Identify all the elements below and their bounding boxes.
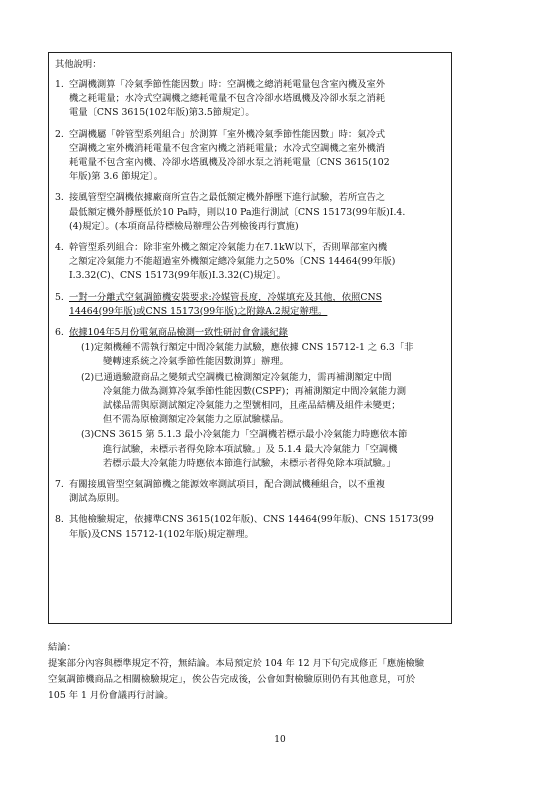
notes-box — [48, 52, 452, 624]
note-item-1: 1. 空調機測算「冷氣季節性能因數」時：空調機之總消耗電量包含室內機及室外 機之耗電量；水冷式空調機之總耗電量不包含冷卻水塔風機及冷卻水泵之消耗 電量〔CNS 3615(102年版)第3.5節規定〕。 — [55, 79, 386, 119]
conclusion-label: 結論： — [48, 642, 76, 653]
conclusion-section: 結論： 提案部分內容與標準規定不符，無結論。本局預定於 104 年 12 月下旬完成修正「應施檢驗 空氣調節機商品之相關檢驗規定」，俟公告完成後，公會如對檢驗原則仍有其他意見，可於 105 年 1 月份會議再行討論。 — [48, 640, 518, 704]
note-item-5: 5. 一對一分離式空氣調節機安裝要求:冷媒管長度，冷媒填充及其他，依照CNS 14464(99年版)或CNS 15173(99年版)之附錄A.2規定辦理。 — [55, 291, 382, 317]
note-item-3: 3. 接風管型空調機依據廠商所宣告之最低額定機外靜壓下進行試驗，若所宣告之 最低額定機外靜壓低於10 Pa時，則以10 Pa進行測試〔CNS 15173(99年版)I.4. (4)規定〕。(本項商品待標檢局辦理公告列檢後再行實施) — [55, 192, 406, 232]
note-item-4: 4. 幹管型系列組合：除非室外機之額定冷氣能力在7.1kW以下，否則單部室內機 之額定冷氣能力不能超過室外機額定總冷氣能力之50%〔CNS 14464(99年版) I.3.32(C)、CNS 15173(99年版)I.3.32(C)規定〕。 — [55, 242, 396, 282]
note-item-2: 2. 空調機屬「幹管型系列組合」於測算「室外機冷氣季節性能因數」時：氣冷式 空調機之室外機消耗電量不包含室內機之消耗電量；水冷式空調機之室外機消 耗電量不包含室內機、冷卻水塔風機及冷卻水泵之消耗電量〔CNS 3615(102 年版)第 3.6 節規定〕。 — [55, 128, 390, 183]
note-item-6: 6. 依據104年5月份電氣商品檢測一致性研討會會議紀錄 (1)定頻機種不需執行額定中間冷氣能力試驗，應依據 CNS 15712-1 之 6.3「非 變轉速系統之冷氣季節性能因數測算」辦理。 (2)已通過驗證商品之變頻式空調機已檢測額定冷氣能力，需再補測額定中間 冷氣能力做為測算冷氣季節性能因數(CSPF)；再補測額定中間冷氣能力測 試樣品需與原測試額定冷氣能力之型號相同，且產品結構及組件未變更； 但不需為原檢測額定冷氣能力之原試驗樣品。 (3)CNS 3615 第 5.1.3 最小冷氣能力「空調機若標示最小冷氣能力時應依本節 進行試驗，未標示者得免除本項試驗。」及 5.1.4 最大冷氣能力「空調機 若標示最大冷氣能力時應依本節進行試驗，未標示者得免除本項試驗。」 — [55, 326, 445, 471]
page-number: 10 — [274, 735, 286, 745]
sub-item-2: (2)已通過驗證商品之變頻式空調機已檢測額定冷氣能力，需再補測額定中間 冷氣能力做為測算冷氣季節性能因數(CSPF)；再補測額定中間冷氣能力測 試樣品需與原測試額定冷氣能力之型號相同，且產品結構及組件未變更； 但不需為原檢測額定冷氣能力之原試驗樣品。 — [81, 371, 407, 426]
note-item-7: 7. 有關接風管型空氣調節機之能源效率測試項目，配合測試機種組合，以不重複 測試為原則。 — [55, 479, 386, 505]
meeting-record-title: 依據104年5月份電氣商品檢測一致性研討會會議紀錄 — [69, 327, 288, 339]
note-item-8: 8. 其他檢驗規定，依據準CNS 3615(102年版)、CNS 14464(99年版)、CNS 15173(99 年版)及CNS 15712-1(102年版)規定辦理。 — [55, 514, 434, 540]
sub-item-3: (3)CNS 3615 第 5.1.3 最小冷氣能力「空調機若標示最小冷氣能力時應依本節 進行試驗，未標示者得免除本項試驗。」及 5.1.4 最大冷氣能力「空調機 若標示最大冷氣能力時應依本節進行試驗，未標示者得免除本項試驗。」 — [81, 429, 408, 469]
sub-item-1: (1)定頻機種不需執行額定中間冷氣能力試驗，應依據 CNS 15712-1 之 6.3「非 變轉速系統之冷氣季節性能因數測算」辦理。 — [81, 342, 414, 368]
notes-heading: 其他說明： — [55, 59, 102, 70]
